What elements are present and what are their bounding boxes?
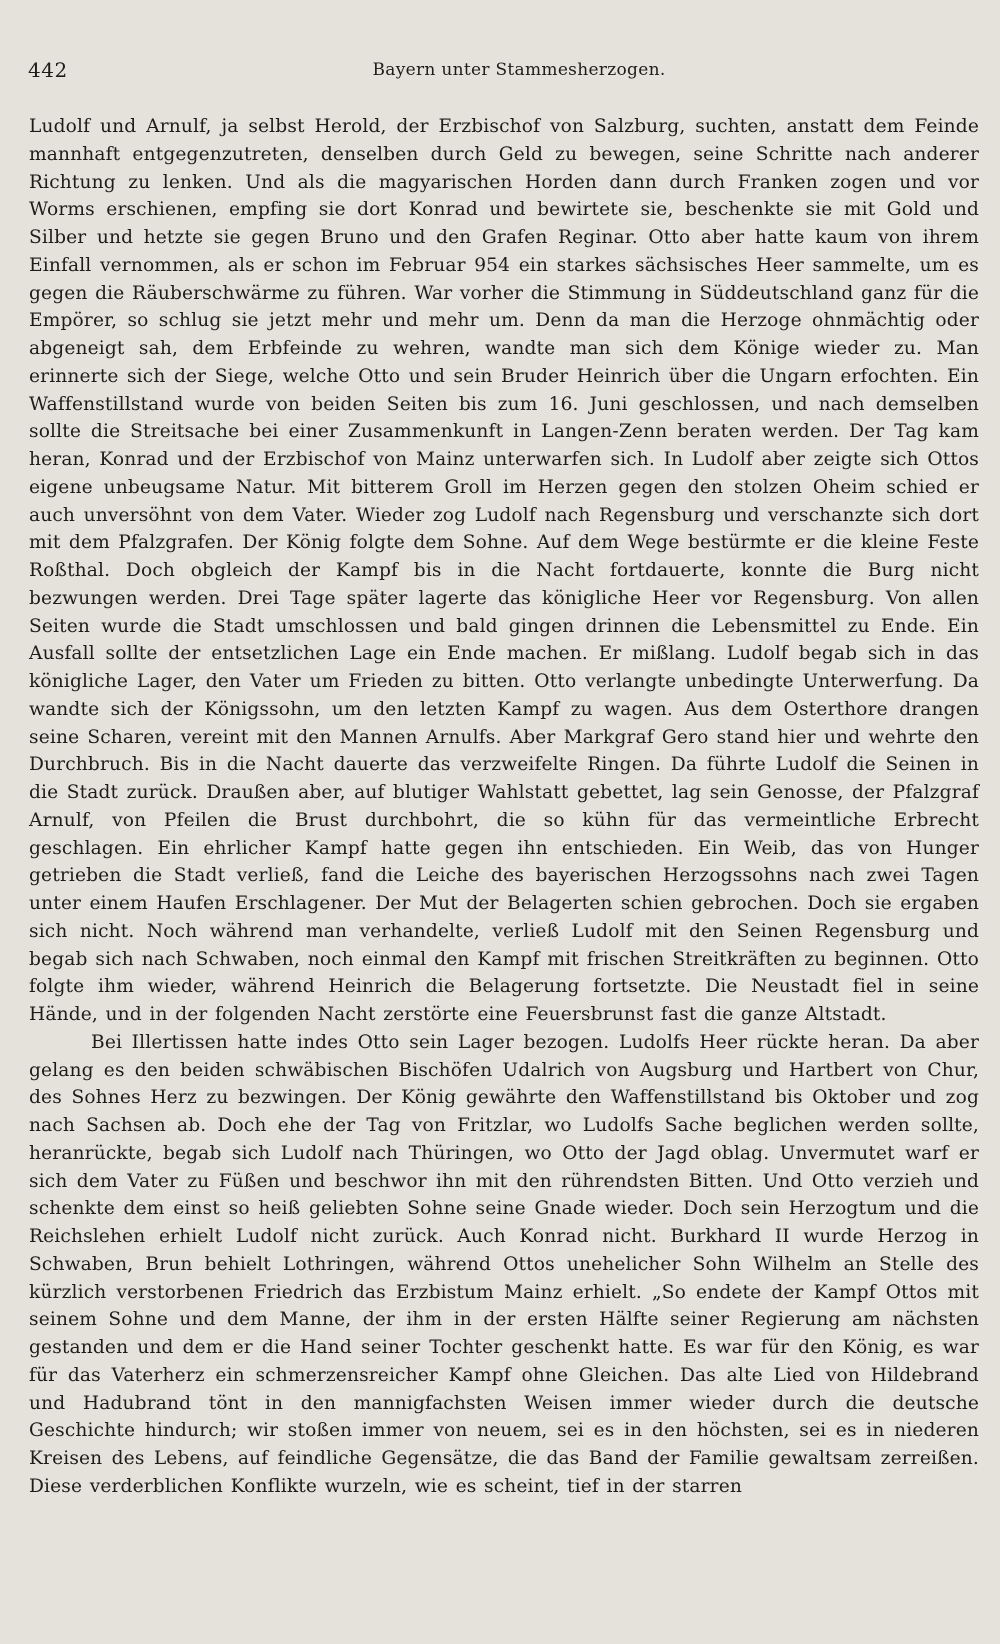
page-number: 442 <box>28 58 68 82</box>
running-head: Bayern unter Stammesherzogen. <box>372 60 666 80</box>
paragraph-2: Bei Illertissen hatte indes Otto sein Lager bezogen. Ludolfs Heer rückte heran. Da aber gelang es den beiden schwäbischen Bischöfen Udalrich von Augsburg und Hartbert von Chur, des Sohnes Herz zu bezwingen. Der König gewährte den Waffenstillstand bis Oktober und zog nach Sachsen ab. Doch ehe der Tag von Fritzlar, wo Ludolfs Sache beglichen werden sollte, heranrückte, begab sich Ludolf nach Thüringen, wo Otto der Jagd oblag. Unvermutet warf er sich dem Vater zu Füßen und beschwor ihn mit den rührendsten Bitten. Und Otto verzieh und schenkte dem einst so heiß geliebten Sohne seine Gnade wieder. Doch sein Herzogtum und die Reichslehen erhielt Ludolf nicht zurück. Auch Konrad nicht. Burkhard II wurde Herzog in Schwaben, Brun behielt Lothringen, während Ottos unehelicher Sohn Wilhelm an Stelle des kürzlich verstorbenen Friedrich das Erzbistum Mainz erhielt. „So endete der Kampf Ottos mit seinem Sohne und dem Manne, der ihm in der ersten Hälfte seiner Regierung am nächsten gestanden und dem er die Hand seiner Tochter geschenkt hatte. Es war für den König, es war für das Vaterherz ein schmerzensreicher Kampf ohne Gleichen. Das alte Lied von Hildebrand und Hadubrand tönt in den mannigfachsten Weisen immer wieder durch die deutsche Geschichte hindurch; wir stoßen immer von neuem, sei es in den höchsten, sei es in niederen Kreisen des Lebens, auf feindliche Gegensätze, die das Band der Familie gewaltsam zerreißen. Diese verderblichen Konflikte wurzeln, wie es scheint, tief in der starren <box>29 1031 979 1497</box>
paragraph-1: Ludolf und Arnulf, ja selbst Herold, der Erzbischof von Salzburg, suchten, anstatt dem Feinde mannhaft entgegenzutreten, denselben durch Geld zu bewegen, seine Schritte nach anderer Richtung zu lenken. Und als die magyarischen Horden dann durch Franken zogen und vor Worms erschienen, empfing sie dort Konrad und bewirtete sie, beschenkte sie mit Gold und Silber und hetzte sie gegen Bruno und den Grafen Reginar. Otto aber hatte kaum von ihrem Einfall vernommen, als er schon im Februar 954 ein starkes sächsisches Heer sammelte, um es gegen die Räuberschwärme zu führen. War vorher die Stimmung in Süddeutschland ganz für die Empörer, so schlug sie jetzt mehr und mehr um. Denn da man die Herzoge ohnmächtig oder abgeneigt sah, dem Erbfeinde zu wehren, wandte man sich dem Könige wieder zu. Man erinnerte sich der Siege, welche Otto und sein Bruder Heinrich über die Ungarn erfochten. Ein Waffenstillstand wurde von beiden Seiten bis zum 16. Juni geschlossen, und nach demselben sollte die Streitsache bei einer Zusammenkunft in Langen-Zenn beraten werden. Der Tag kam heran, Konrad und der Erzbischof von Mainz unterwarfen sich. In Ludolf aber zeigte sich Ottos eigene unbeugsame Natur. Mit bitterem Groll im Herzen gegen den stolzen Oheim schied er auch unversöhnt von dem Vater. Wieder zog Ludolf nach Regensburg und verschanzte sich dort mit dem Pfalzgrafen. Der König folgte dem Sohne. Auf dem Wege bestürmte er die kleine Feste Roßthal. Doch obgleich der Kampf bis in die Nacht fortdauerte, konnte die Burg nicht bezwungen werden. Drei Tage später lagerte das königliche Heer vor Regensburg. Von allen Seiten wurde die Stadt umschlossen und bald gingen drinnen die Lebensmittel zu Ende. Ein Ausfall sollte der entsetzlichen Lage ein Ende machen. Er mißlang. Ludolf begab sich in das königliche Lager, den Vater um Frieden zu bitten. Otto verlangte unbedingte Unterwerfung. Da wandte sich der Königssohn, um den letzten Kampf zu wagen. Aus dem Osterthore drangen seine Scharen, vereint mit den Mannen Arnulfs. Aber Markgraf Gero stand hier und wehrte den Durchbruch. Bis in die Nacht dauerte das verzweifelte Ringen. Da führte Ludolf die Seinen in die Stadt zurück. Draußen aber, auf blutiger Wahlstatt gebettet, lag sein Genosse, der Pfalzgraf Arnulf, von Pfeilen die Brust durchbohrt, die so kühn für das vermeintliche Erbrecht geschlagen. Ein ehrlicher Kampf hatte gegen ihn entschieden. Ein Weib, das von Hunger getrieben die Stadt verließ, fand die Leiche des bayerischen Herzogssohns nach zwei Tagen unter einem Haufen Erschlagener. Der Mut der Belagerten schien gebrochen. Doch sie ergaben sich nicht. Noch während man verhandelte, verließ Ludolf mit den Seinen Regensburg und begab sich nach Schwaben, noch einmal den Kampf mit frischen Streitkräften zu beginnen. Otto folgte ihm wieder, während Heinrich die Belagerung fortsetzte. Die Neustadt fiel in seine Hände, und in der folgenden Nacht zerstörte eine Feuersbrunst fast die ganze Altstadt. <box>29 116 979 1025</box>
page-header <box>28 58 980 88</box>
body-text <box>29 113 979 1501</box>
